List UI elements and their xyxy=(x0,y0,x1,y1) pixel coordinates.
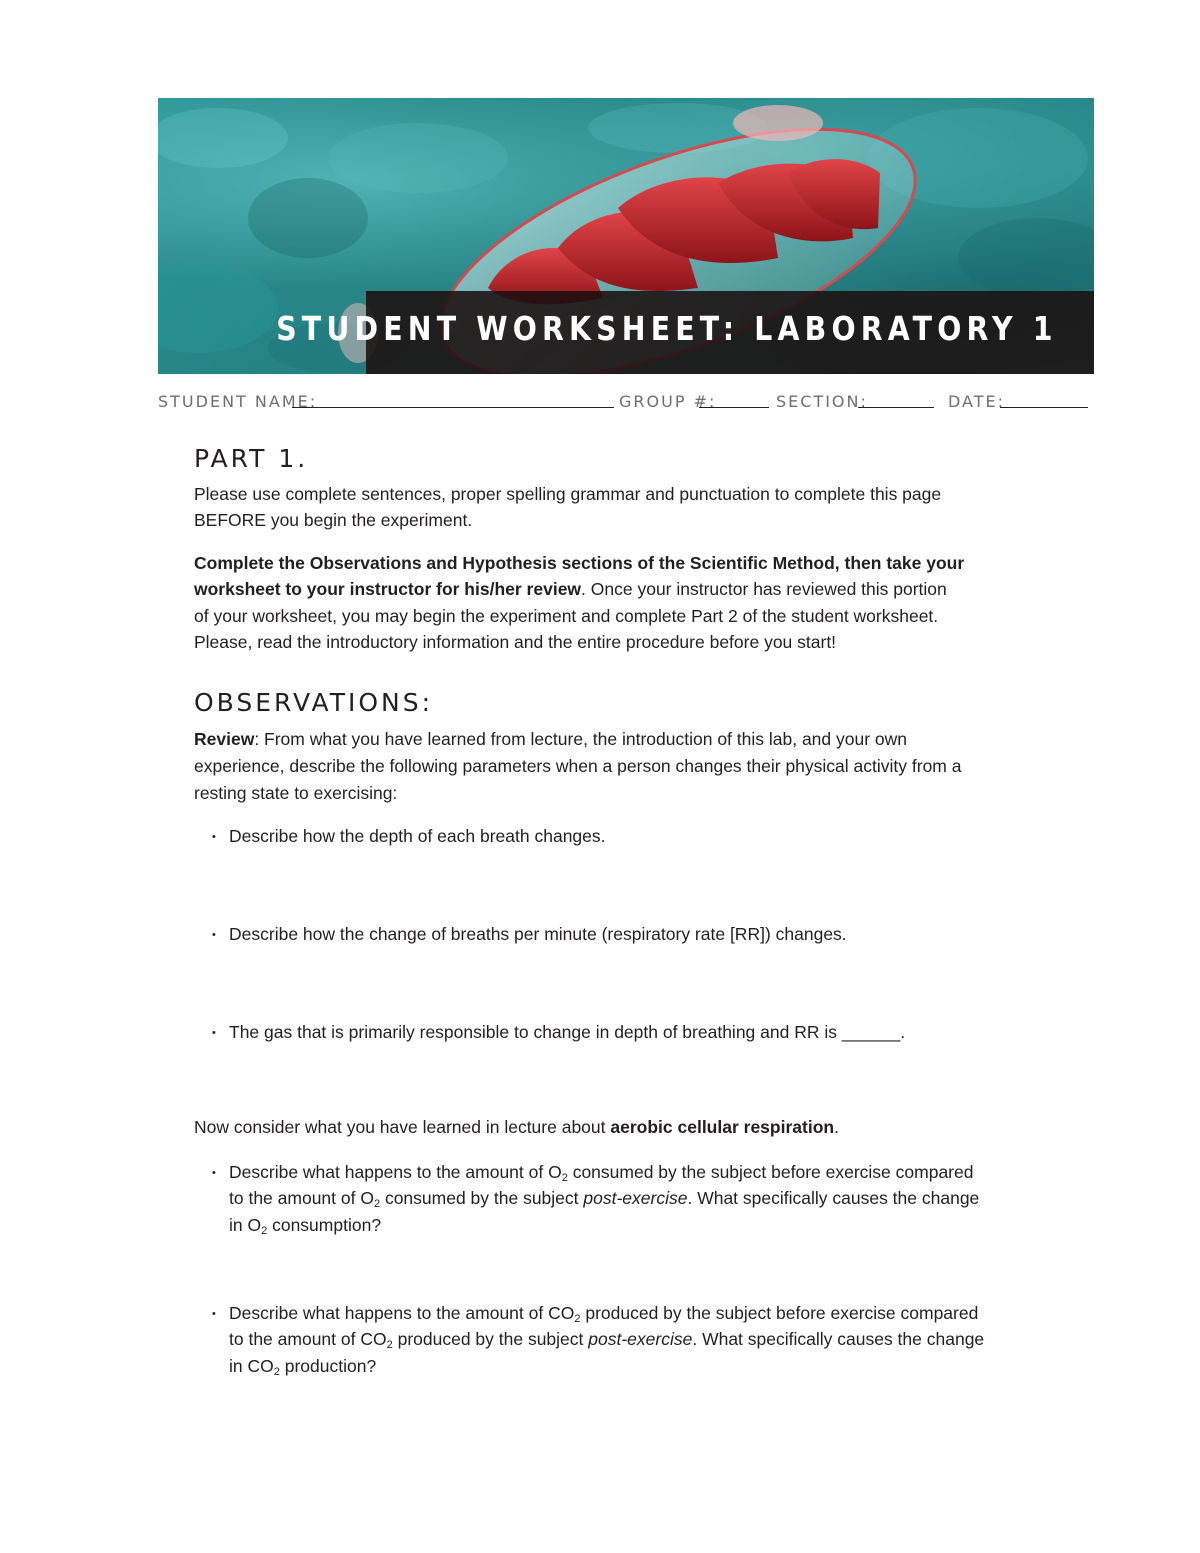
consider-post: . xyxy=(834,1117,839,1137)
instructions-rest-2: . Once your instructor has reviewed this portion xyxy=(581,579,947,599)
section-field[interactable] xyxy=(776,392,868,411)
student-name-field[interactable] xyxy=(158,392,317,411)
worksheet-title: STUDENT WORKSHEET: LABORATORY 1 xyxy=(276,309,1058,348)
section-label: SECTION: xyxy=(776,392,868,411)
co2-l2-c: . What specifically causes the change xyxy=(692,1329,985,1349)
co2-line1 xyxy=(229,1300,1079,1327)
bullet-marker-5: • xyxy=(212,1308,216,1320)
co2-l2-a: to the amount of CO xyxy=(229,1329,387,1349)
date-label: DATE: xyxy=(948,392,1006,411)
co2-l2-b: produced by the subject xyxy=(392,1329,589,1349)
o2-post-exercise: post-exercise xyxy=(583,1188,688,1208)
o2-l3-a: in O xyxy=(229,1215,262,1235)
student-name-label: STUDENT NAME: xyxy=(158,392,318,411)
review-text-1: : From what you have learned from lecture, the introduction of this lab, and your own xyxy=(254,729,908,749)
co2-sub-1: 2 xyxy=(574,1313,581,1325)
o2-l1-b: consumed by the subject before exercise compared xyxy=(567,1162,974,1182)
o2-line3 xyxy=(229,1212,1079,1239)
co2-l3-b: production? xyxy=(279,1356,377,1376)
review-label: Review xyxy=(194,729,255,749)
instructions-line2 xyxy=(194,576,947,603)
date-line xyxy=(1000,407,1088,408)
part1-heading: PART 1. xyxy=(194,444,309,473)
header-banner xyxy=(158,98,1094,374)
bullet-marker-4: • xyxy=(212,1167,216,1179)
observations-heading: OBSERVATIONS: xyxy=(194,688,434,717)
co2-l1-a: Describe what happens to the amount of CO xyxy=(229,1303,575,1323)
co2-post-exercise: post-exercise xyxy=(588,1329,693,1349)
group-label: GROUP #: xyxy=(619,392,717,411)
co2-l1-b: produced by the subject before exercise compared xyxy=(580,1303,979,1323)
instructions-line1 xyxy=(194,550,964,577)
co2-line2 xyxy=(229,1326,1079,1353)
student-info-fields xyxy=(158,392,1094,416)
o2-l2-b: consumed by the subject xyxy=(380,1188,584,1208)
bullet-marker-3: • xyxy=(212,1027,216,1039)
o2-sub-1: 2 xyxy=(561,1172,568,1184)
co2-sub-3: 2 xyxy=(273,1366,280,1378)
o2-l3-b: consumption? xyxy=(267,1215,382,1235)
instructions-bold-1: Complete the Observations and Hypothesis sections of the Scientific Method, then take your xyxy=(194,553,965,573)
co2-l3-a: in CO xyxy=(229,1356,274,1376)
bullet-respiratory-rate: Describe how the change of breaths per minute (respiratory rate [RR]) changes. xyxy=(229,924,847,944)
bullet-gas-responsible: The gas that is primarily responsible to change in depth of breathing and RR is ______. xyxy=(229,1022,906,1042)
o2-sub-3: 2 xyxy=(261,1225,268,1237)
review-line2: experience, describe the following parameters when a person changes their physical activity from a xyxy=(194,756,962,776)
part1-intro-line2: BEFORE you begin the experiment. xyxy=(194,510,473,530)
group-field[interactable] xyxy=(619,392,716,411)
o2-line1 xyxy=(229,1159,1079,1186)
review-line1 xyxy=(194,726,907,753)
section-line xyxy=(858,407,934,408)
consider-bold: aerobic cellular respiration xyxy=(610,1117,835,1137)
co2-sub-2: 2 xyxy=(386,1339,393,1351)
part1-intro-line1: Please use complete sentences, proper spelling grammar and punctuation to complete this page xyxy=(194,484,942,504)
bullet-breath-depth: Describe how the depth of each breath changes. xyxy=(229,826,606,846)
instructions-bold-2: worksheet to your instructor for his/her review xyxy=(194,579,582,599)
o2-l1-a: Describe what happens to the amount of O xyxy=(229,1162,562,1182)
consider-pre: Now consider what you have learned in lecture about xyxy=(194,1117,611,1137)
date-field[interactable] xyxy=(948,392,1005,411)
bullet-marker-1: • xyxy=(212,831,216,843)
instructions-line3: of your worksheet, you may begin the experiment and complete Part 2 of the student worksheet. xyxy=(194,606,939,626)
banner-title-bar xyxy=(276,291,1094,374)
co2-line3 xyxy=(229,1353,1079,1380)
group-line xyxy=(699,407,769,408)
consider-line xyxy=(194,1114,839,1141)
o2-line2 xyxy=(229,1185,1079,1212)
o2-l2-a: to the amount of O xyxy=(229,1188,374,1208)
bullet-marker-2: • xyxy=(212,929,216,941)
review-line3: resting state to exercising: xyxy=(194,783,398,803)
o2-sub-2: 2 xyxy=(373,1198,381,1210)
o2-l2-c: . What specifically causes the change xyxy=(687,1188,980,1208)
instructions-line4: Please, read the introductory information and the entire procedure before you start! xyxy=(194,632,837,652)
student-name-line xyxy=(292,407,614,408)
